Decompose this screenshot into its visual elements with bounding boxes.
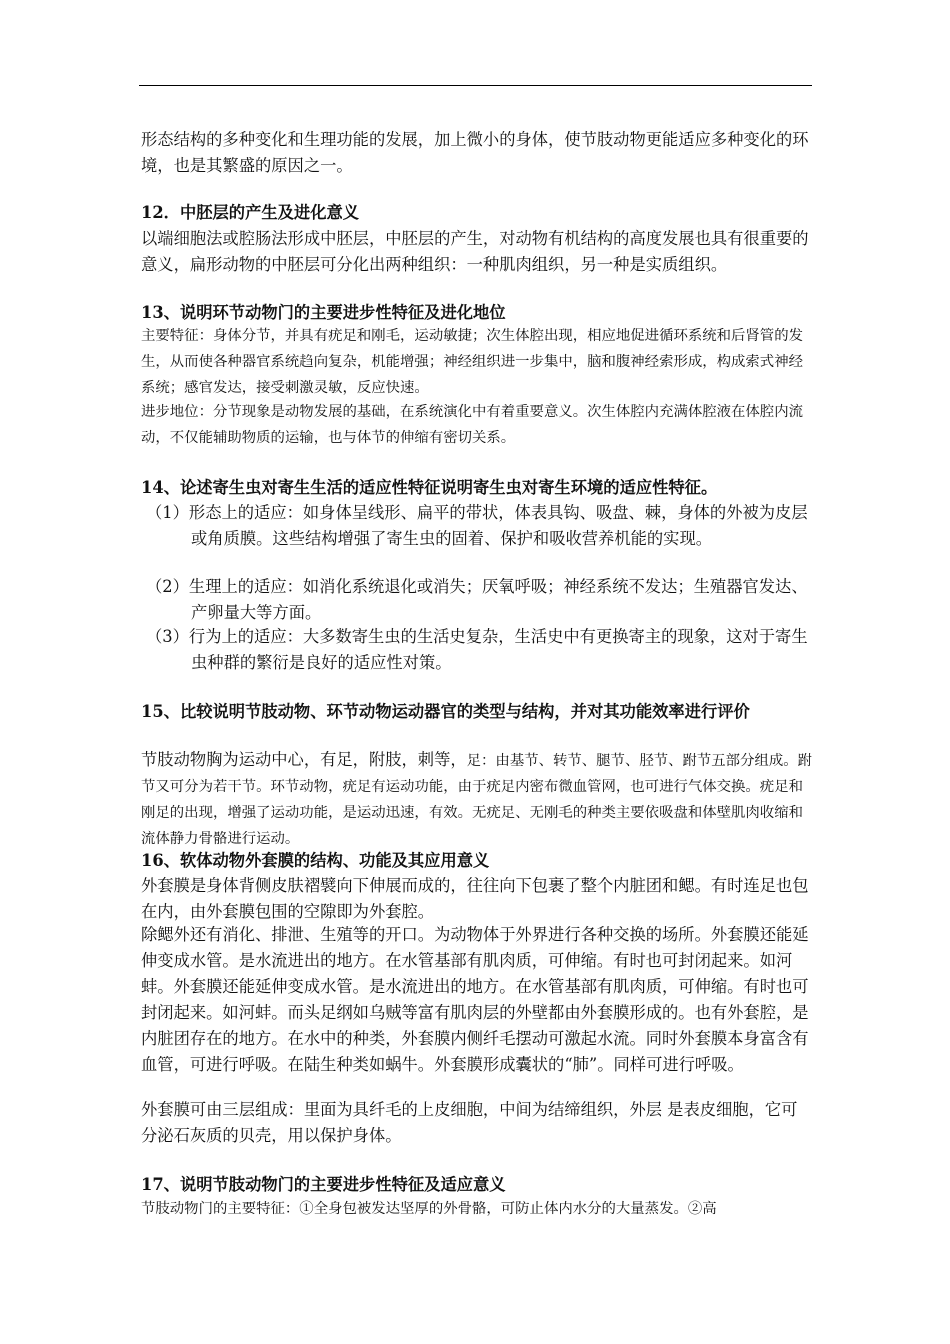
q14-item-2: （2）生理上的适应：如消化系统退化或消失；厌氧呼吸；神经系统不发达；生殖器官发达、产卵量大等方面。 — [146, 577, 808, 622]
q15-heading: 15、比较说明节肢动物、环节动物运动器官的类型与结构，并对其功能效率进行评价 — [141, 702, 750, 721]
q15-body-lead: 节肢动物胸为运动中心，有足，附肢，刺等， — [141, 750, 467, 769]
q14-item-1: （1）形态上的适应：如身体呈线形、扁平的带状，体表具钩、吸盘、棘，身体的外被为皮层或角质膜。这些结构增强了寄生虫的固着、保护和吸收营养机能的实现。 — [146, 503, 808, 548]
q13-status: 进步地位：分节现象是动物发展的基础，在系统演化中有着重要意义。次生体腔内充满体腔液在体腔内流动，不仅能辅助物质的运输，也与体节的伸缩有密切关系。 — [141, 404, 803, 446]
q16-heading: 16、软体动物外套膜的结构、功能及其应用意义 — [141, 851, 490, 870]
q17-heading: 17、说明节肢动物门的主要进步性特征及适应意义 — [141, 1175, 506, 1194]
q14-item-3: （3）行为上的适应：大多数寄生虫的生活史复杂，生活史中有更换寄主的现象，这对于寄生虫种群的繁衍是良好的适应性对策。 — [146, 627, 808, 672]
q13-heading: 13、说明环节动物门的主要进步性特征及进化地位 — [141, 303, 506, 322]
q15-body — [141, 747, 813, 852]
q15-body-rest: 足：由基节、转节、腿节、胫节、跗节五部分组成。跗节又可分为若干节。环节动物，疣足有运动功能，由于疣足内密布微血管网，也可进行气体交换。疣足和刚足的出现，增强了运动功能，是运动迅速，有效。无疣足、无刚毛的种类主要依吸盘和体壁肌肉收缩和流体静力骨骼进行运动。 — [141, 753, 813, 847]
intro-paragraph: 形态结构的多种变化和生理功能的发展，加上微小的身体，使节肢动物更能适应多种变化的环境，也是其繁盛的原因之一。 — [141, 130, 809, 175]
q16-paragraph-2: 除鳃外还有消化、排泄、生殖等的开口。为动物体于外界进行各种交换的场所。外套膜还能延伸变成水管。是水流进出的地方。在水管基部有肌肉质，可伸缩。有时也可封闭起来。如河蚌。外套膜还能延伸变成水管。是水流进出的地方。在水管基部有肌肉质，可伸缩。有时也可封闭起来。如河蚌。而头足纲如乌贼等富有肌肉层的外壁都由外套膜形成的。也有外套腔，是内脏团存在的地方。在水中的种类，外套膜内侧纤毛摆动可激起水流。同时外套膜本身富含有血管，可进行呼吸。在陆生种类如蜗牛。外套膜形成囊状的“肺”。同样可进行呼吸。 — [141, 925, 809, 1074]
q16-paragraph-1: 外套膜是身体背侧皮肤褶襞向下伸展而成的，往往向下包裹了整个内脏团和鳃。有时连足也包在内，由外套膜包围的空隙即为外套腔。 — [141, 876, 809, 921]
q12-body: 以端细胞法或腔肠法形成中胚层，中胚层的产生，对动物有机结构的高度发展也具有很重要的意义，扁形动物的中胚层可分化出两种组织：一种肌肉组织，另一种是实质组织。 — [141, 229, 809, 274]
q14-heading: 14、论述寄生虫对寄生生活的适应性特征说明寄生虫对寄生环境的适应性特征。 — [141, 478, 718, 497]
q17-body: 节肢动物门的主要特征：①全身包被发达坚厚的外骨骼，可防止体内水分的大量蒸发。②高 — [141, 1201, 717, 1217]
q16-paragraph-3: 外套膜可由三层组成：里面为具纤毛的上皮细胞，中间为结缔组织，外层 是表皮细胞，它可分泌石灰质的贝壳，用以保护身体。 — [141, 1100, 798, 1145]
header-rule — [139, 85, 812, 86]
q13-features: 主要特征：身体分节，并具有疣足和刚毛，运动敏捷；次生体腔出现，相应地促进循环系统和后肾管的发生，从而使各种器官系统趋向复杂，机能增强；神经组织进一步集中，脑和腹神经索形成，构成索式神经系统；感官发达，接受刺激灵敏，反应快速。 — [141, 328, 803, 396]
q12-heading: 12．中胚层的产生及进化意义 — [141, 203, 360, 222]
